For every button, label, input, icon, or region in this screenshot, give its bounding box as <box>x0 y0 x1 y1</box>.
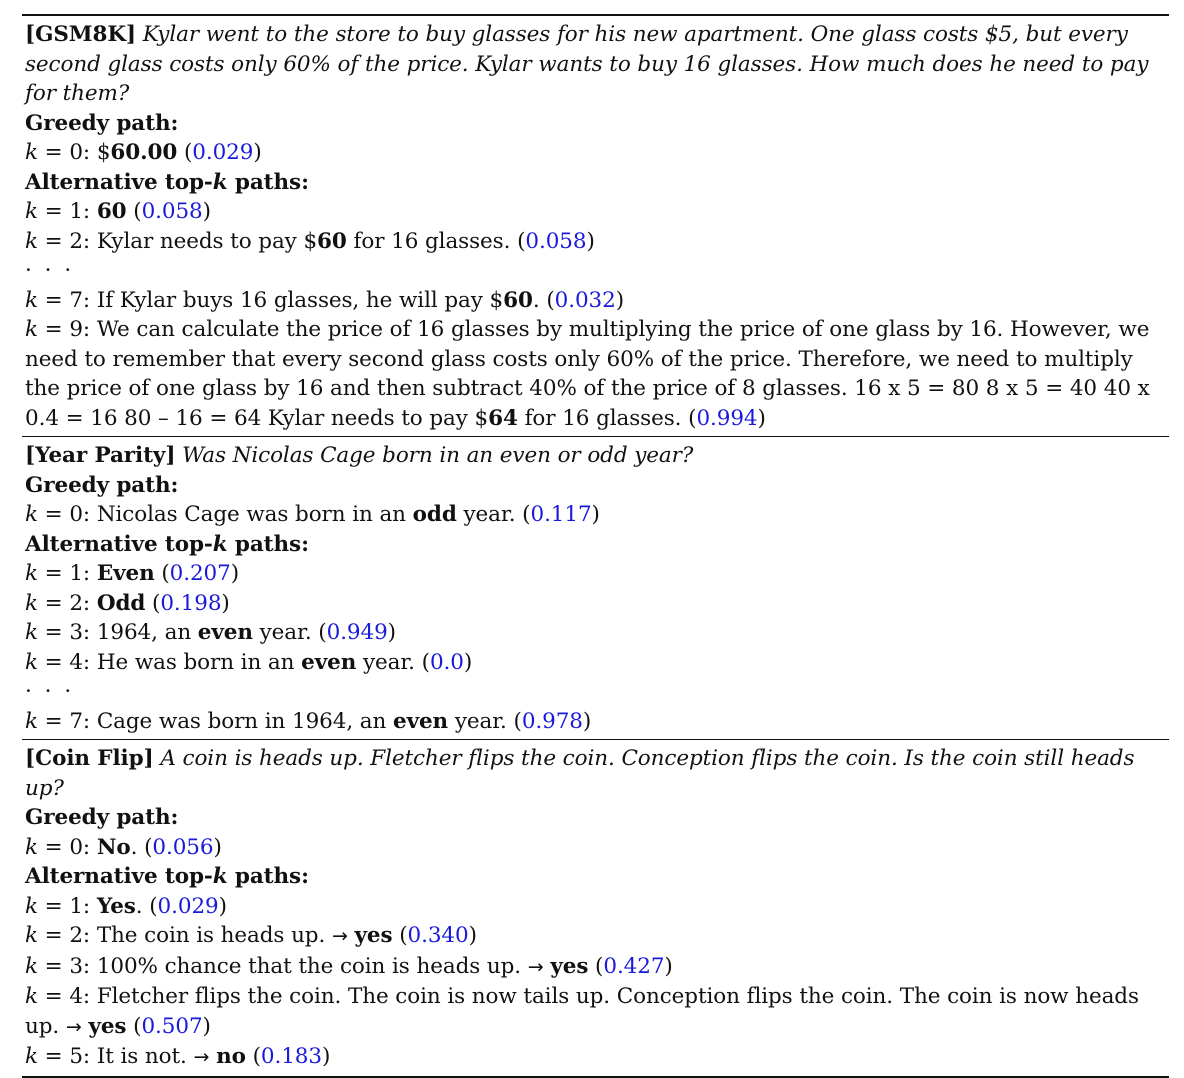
k-var: k <box>25 953 38 979</box>
answer: even <box>301 649 357 675</box>
answer: yes <box>88 1013 127 1039</box>
path-text: Nicolas Cage was born in an <box>96 502 413 527</box>
greedy-header: Greedy path: <box>25 805 179 830</box>
answer: Even <box>96 561 155 586</box>
alt-label-post: paths <box>227 531 302 557</box>
k-var: k <box>25 140 38 165</box>
answer: 60 <box>317 228 347 254</box>
alt-header: Alternative top-k paths: <box>25 531 309 557</box>
path-text-post: year. <box>448 708 507 734</box>
greedy-header: Greedy path: <box>25 110 179 136</box>
path-k5: k = 5: It is not. → no (0.183) <box>25 1044 331 1069</box>
k-var: k <box>25 984 38 1009</box>
k-value: 4 <box>69 984 83 1009</box>
score: 0.029 <box>192 140 254 165</box>
path-text: 100% chance that the coin is heads up. <box>96 953 528 979</box>
k-value: 5 <box>69 1044 83 1069</box>
equals: = <box>37 140 70 165</box>
answer: odd <box>412 502 457 527</box>
equals: = <box>37 502 70 527</box>
equals: = <box>37 228 70 254</box>
path-text-post: . <box>130 834 138 860</box>
path-text: Fletcher flips the coin. The coin is now tails up. Conception flips the coin. The coin is now heads up. <box>25 984 1139 1039</box>
greedy-label: Greedy path <box>25 110 171 136</box>
equals: = <box>37 893 70 919</box>
section-coin-flip <box>22 739 1169 1076</box>
section-gsm8k <box>22 16 1169 436</box>
score: 0.507 <box>141 1013 203 1039</box>
alt-label-k: k <box>212 531 228 557</box>
answer: even <box>393 708 449 734</box>
path-text: The coin is heads up. <box>96 923 332 948</box>
path-text-post: for 16 glasses. <box>346 228 511 254</box>
k-value: 4 <box>69 649 83 675</box>
answer: yes <box>354 923 393 948</box>
path-text-post: . <box>532 287 540 313</box>
k-value: 0 <box>69 502 83 527</box>
alt-label-k: k <box>212 169 228 195</box>
path-k2: k = 2: The coin is heads up. → yes (0.340) <box>25 923 477 948</box>
answer: 60.00 <box>110 140 178 165</box>
greedy-path: k = 0: No. (0.056) <box>25 834 222 860</box>
alt-label-pre: Alternative top- <box>25 169 213 195</box>
path-k4: k = 4: Fletcher flips the coin. The coin is now tails up. Conception flips the coin. The coin is now heads up. → yes (0.507) <box>25 984 1139 1039</box>
k-var: k <box>25 287 38 313</box>
score: 0.183 <box>260 1044 322 1069</box>
k-var: k <box>25 708 38 734</box>
score: 0.207 <box>169 561 231 586</box>
k-value: 0 <box>69 834 83 860</box>
path-k7: k = 7: Cage was born in 1964, an even year. (0.978) <box>25 708 592 734</box>
path-text-post: . <box>135 893 143 919</box>
score: 0.032 <box>554 287 616 313</box>
score: 0.994 <box>696 405 758 431</box>
equals: = <box>37 287 70 313</box>
path-text: Cage was born in 1964, an <box>96 708 393 734</box>
k-value: 2 <box>69 590 83 616</box>
answer: no <box>216 1044 246 1069</box>
path-text: If Kylar buys 16 glasses, he will pay $ <box>96 287 504 313</box>
greedy-header: Greedy path: <box>25 472 179 498</box>
equals: = <box>37 984 70 1009</box>
question-line <box>25 441 1167 471</box>
arrow-icon: → <box>65 1015 82 1038</box>
k-var: k <box>25 834 38 860</box>
k-var: k <box>25 1044 38 1069</box>
k-value: 7 <box>69 708 83 734</box>
alt-label-k: k <box>212 864 228 889</box>
question-line <box>25 744 1167 803</box>
k-value: 3 <box>69 620 83 645</box>
path-k2: k = 2: Kylar needs to pay $60 for 16 glasses. (0.058) <box>25 228 595 254</box>
alt-header: Alternative top-k paths: <box>25 169 309 195</box>
path-text-post: for 16 glasses. <box>517 405 682 431</box>
path-text-post: year. <box>252 620 312 645</box>
k-value: 3 <box>69 953 83 979</box>
k-var: k <box>25 317 38 342</box>
equals: = <box>37 649 70 675</box>
path-text: We can calculate the price of 16 glasses by multiplying the price of one glass by 16. However, we need to remember that every second glass costs only 60% of the price. Therefore, we need to multiply the price of one glass by 16 and then subtract 40% of the price of 8 glasses. 16 x 5 = 80 8 x 5 = 40 40 x 0.4 = 16 80 – 16 = 64 Kylar needs to pay $ <box>25 317 1150 431</box>
path-text: $ <box>96 140 111 165</box>
path-text: 1964, an <box>96 620 198 645</box>
path-k9: k = 9: We can calculate the price of 16 glasses by multiplying the price of one glass by 16. However, we need to remember that every second glass costs only 60% of the price. Therefore, we need to multiply the price of one glass by 16 and then subtract 40% of the price of 8 glasses. 16 x 5 = 80 8 x 5 = 40 40 x 0.4 = 16 80 – 16 = 64 Kylar needs to pay $64 for 16 glasses. (0.994) <box>25 317 1150 431</box>
question-line <box>25 20 1167 109</box>
equals: = <box>37 708 70 734</box>
question-text: A coin is heads up. Fletcher flips the coin. Conception flips the coin. Is the coin still heads up? <box>25 746 1135 801</box>
section-year-parity <box>22 436 1169 739</box>
path-text: Kylar needs to pay $ <box>96 228 318 254</box>
k-var: k <box>25 502 38 527</box>
path-text-post: year. <box>456 502 516 527</box>
path-text-post: year. <box>356 649 415 675</box>
score: 0.029 <box>157 893 219 919</box>
ellipsis: · · · <box>25 679 75 704</box>
arrow-icon: → <box>527 955 544 978</box>
path-text: He was born in an <box>96 649 302 675</box>
answer: Odd <box>96 590 146 616</box>
ellipsis: · · · <box>25 258 75 283</box>
path-k1: k = 1: Yes. (0.029) <box>25 893 227 919</box>
question-text: Was Nicolas Cage born in an even or odd year? <box>182 443 694 468</box>
section-tag: [GSM8K] <box>25 22 136 47</box>
answer: yes <box>550 953 589 979</box>
alt-label-pre: Alternative top- <box>25 531 213 557</box>
path-k3: k = 3: 100% chance that the coin is heads up. → yes (0.427) <box>25 953 673 979</box>
score: 0.427 <box>603 953 665 979</box>
k-value: 1 <box>69 199 83 224</box>
k-value: 2 <box>69 228 83 254</box>
answer: 60 <box>503 287 533 313</box>
score: 0.949 <box>326 620 388 645</box>
alt-label-pre: Alternative top- <box>25 864 213 889</box>
equals: = <box>37 199 70 224</box>
arrow-icon: → <box>331 925 348 947</box>
section-tag: [Coin Flip] <box>25 746 154 771</box>
equals: = <box>37 620 70 645</box>
k-var: k <box>25 893 38 919</box>
k-var: k <box>25 620 38 645</box>
k-var: k <box>25 590 38 616</box>
k-var: k <box>25 923 38 948</box>
answer: even <box>197 620 253 645</box>
answer: 60 <box>96 199 127 224</box>
k-var: k <box>25 561 38 586</box>
greedy-label: Greedy path <box>25 472 171 498</box>
greedy-path: k = 0: $60.00 (0.029) <box>25 140 262 165</box>
path-text: It is not. <box>96 1044 194 1069</box>
k-value: 7 <box>69 287 83 313</box>
score: 0.058 <box>525 228 587 254</box>
equals: = <box>37 590 70 616</box>
k-value: 2 <box>69 923 83 948</box>
path-k7: k = 7: If Kylar buys 16 glasses, he will pay $60. (0.032) <box>25 287 624 313</box>
k-var: k <box>25 199 38 224</box>
score: 0.058 <box>141 199 203 224</box>
arrow-icon: → <box>193 1046 210 1068</box>
path-k1: k = 1: Even (0.207) <box>25 561 239 586</box>
score: 0.056 <box>152 834 214 860</box>
equals: = <box>37 317 70 342</box>
answer: 64 <box>488 405 518 431</box>
score: 0.198 <box>160 590 222 616</box>
path-k3: k = 3: 1964, an even year. (0.949) <box>25 620 396 645</box>
path-k1: k = 1: 60 (0.058) <box>25 199 211 224</box>
path-k4: k = 4: He was born in an even year. (0.0) <box>25 649 473 675</box>
equals: = <box>37 953 70 979</box>
greedy-label: Greedy path <box>25 805 171 830</box>
k-value: 1 <box>69 561 83 586</box>
alt-label-post: paths <box>227 169 302 195</box>
score: 0.117 <box>530 502 592 527</box>
examples-table <box>22 14 1169 1078</box>
alt-label-post: paths <box>227 864 302 889</box>
score: 0.978 <box>521 708 583 734</box>
section-tag: [Year Parity] <box>25 443 176 468</box>
equals: = <box>37 834 70 860</box>
k-var: k <box>25 649 38 675</box>
k-value: 9 <box>69 317 83 342</box>
equals: = <box>37 561 70 586</box>
question-text: Kylar went to the store to buy glasses for his new apartment. One glass costs $5, but every second glass costs only 60% of the price. Kylar wants to buy 16 glasses. How much does he need to pay for them? <box>25 22 1149 106</box>
answer: No <box>96 834 131 860</box>
equals: = <box>37 923 70 948</box>
k-value: 1 <box>69 893 83 919</box>
k-var: k <box>25 228 38 254</box>
answer: Yes <box>96 893 136 919</box>
k-value: 0 <box>69 140 83 165</box>
score: 0.0 <box>429 649 464 675</box>
score: 0.340 <box>407 923 469 948</box>
path-k2: k = 2: Odd (0.198) <box>25 590 230 616</box>
alt-header: Alternative top-k paths: <box>25 864 309 889</box>
greedy-path: k = 0: Nicolas Cage was born in an odd year. (0.117) <box>25 502 600 527</box>
equals: = <box>37 1044 70 1069</box>
